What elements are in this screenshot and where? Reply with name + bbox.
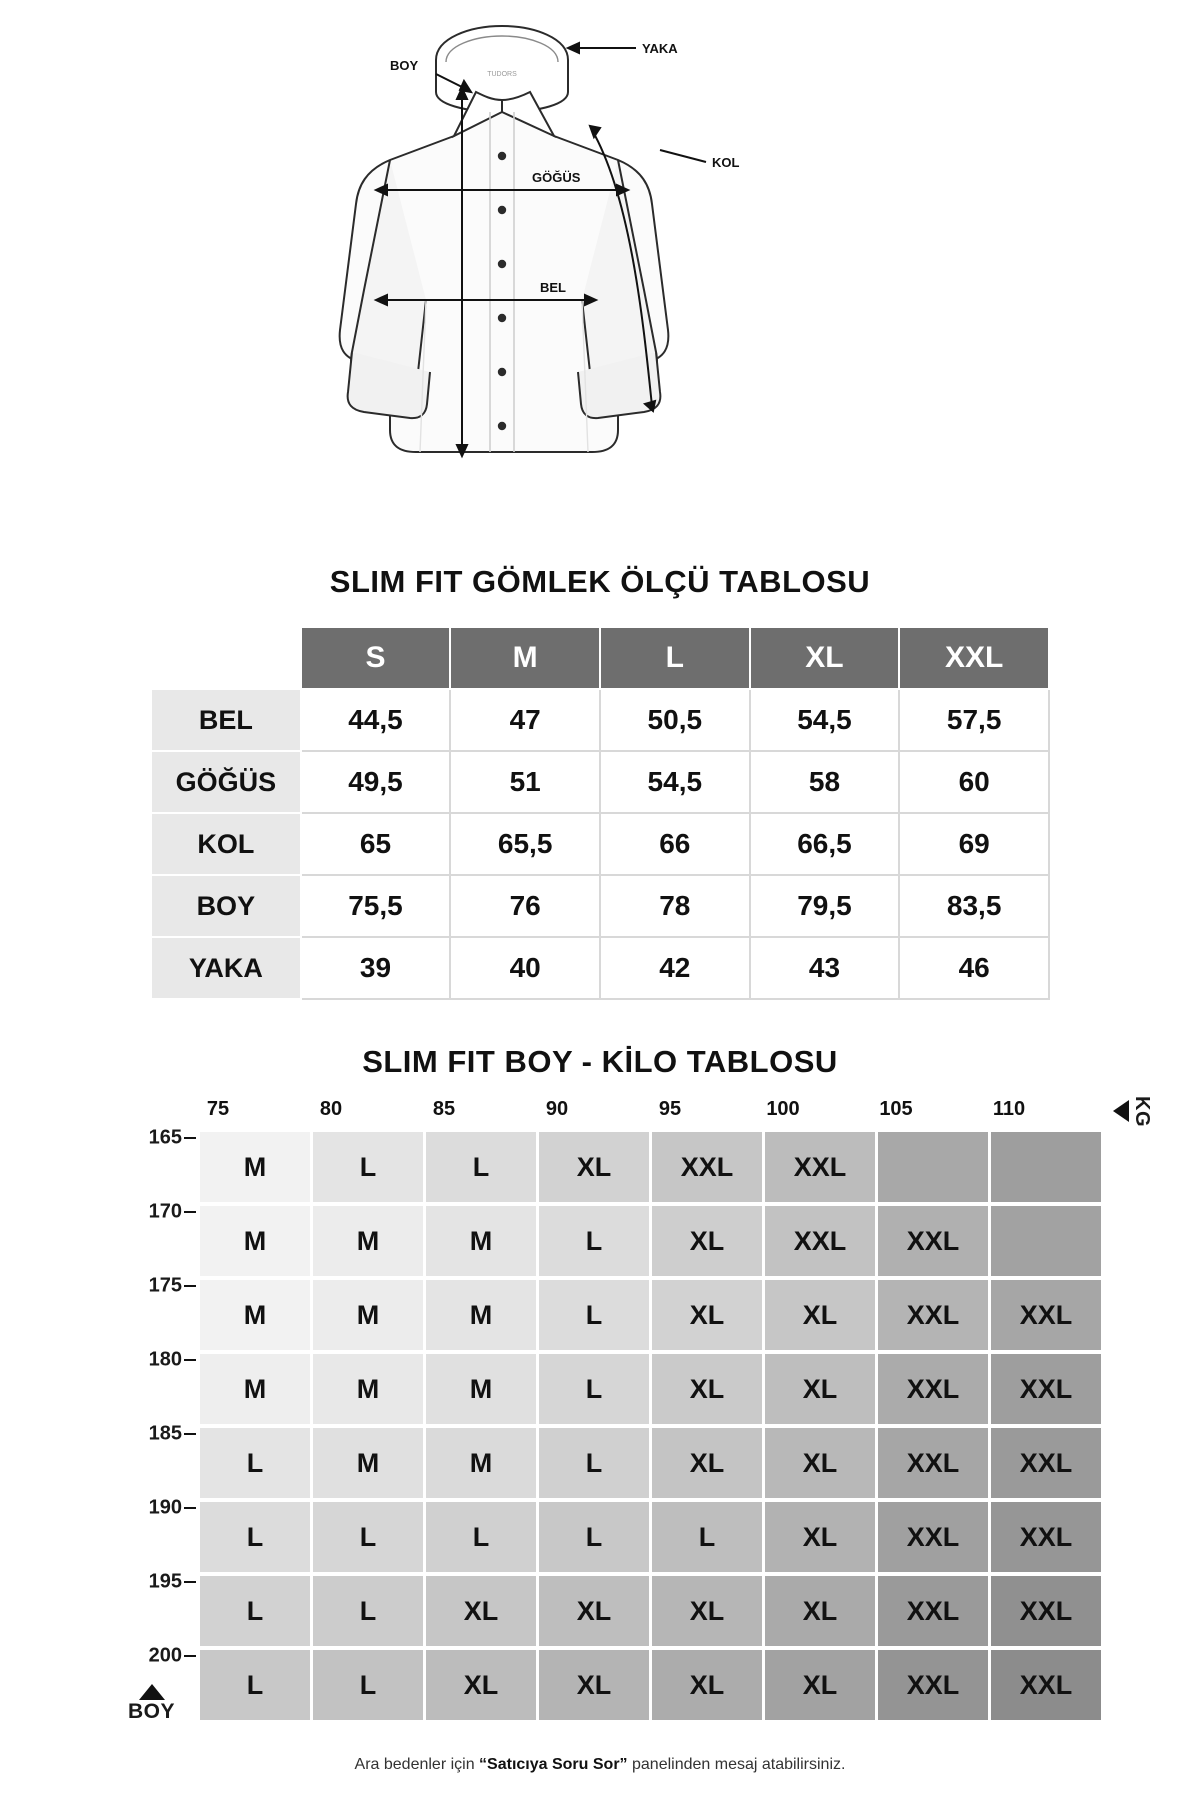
kg-tick: 110 (992, 1098, 1026, 1120)
row-header-yaka: YAKA (151, 937, 301, 999)
matrix-cell: L (426, 1502, 536, 1572)
matrix-row (200, 1132, 1105, 1206)
boy-tick-mark (184, 1137, 196, 1139)
matrix-cell: XL (765, 1280, 875, 1350)
size-column-header: XXL (899, 627, 1049, 689)
matrix-row (200, 1650, 1105, 1724)
matrix-cell: XXL (991, 1576, 1101, 1646)
matrix-row (200, 1280, 1105, 1354)
cell-bel-s: 44,5 (301, 689, 451, 751)
cell-boy-xxl: 83,5 (899, 875, 1049, 937)
matrix-cell: XXL (878, 1354, 988, 1424)
boy-tick: 190 (148, 1496, 182, 1519)
matrix-cell: M (200, 1280, 310, 1350)
boy-tick-mark (184, 1211, 196, 1213)
cell-yaka-l: 42 (600, 937, 750, 999)
cell-bel-l: 50,5 (600, 689, 750, 751)
cell-kol-s: 65 (301, 813, 451, 875)
matrix-cell: XL (539, 1576, 649, 1646)
boy-tick-mark (184, 1581, 196, 1583)
matrix-cell: L (200, 1428, 310, 1498)
cell-bel-xl: 54,5 (750, 689, 900, 751)
footnote-before: Ara bedenler için (354, 1756, 480, 1773)
matrix-cell: XL (652, 1206, 762, 1276)
matrix-cell (991, 1132, 1101, 1202)
matrix-cell: L (200, 1502, 310, 1572)
size-table-wrapper (150, 626, 1050, 1000)
cell-kol-xxl: 69 (899, 813, 1049, 875)
matrix-cell: XL (652, 1576, 762, 1646)
matrix-cell (991, 1206, 1101, 1276)
boy-tick: 170 (148, 1200, 182, 1223)
matrix-cell: L (539, 1502, 649, 1572)
boy-tick-mark (184, 1359, 196, 1361)
cell-bel-xxl: 57,5 (899, 689, 1049, 751)
cell-yaka-s: 39 (301, 937, 451, 999)
kg-tick: 100 (766, 1098, 800, 1120)
kg-tick: 85 (432, 1098, 456, 1120)
matrix-cell: XXL (991, 1650, 1101, 1720)
footnote-after: panelinden mesaj atabilirsiniz. (627, 1756, 846, 1773)
matrix-cell: M (313, 1206, 423, 1276)
matrix-cell (878, 1132, 988, 1202)
footnote-quoted: “Satıcıya Soru Sor” (479, 1756, 628, 1773)
kg-axis (200, 1096, 1153, 1132)
boy-tick-mark (184, 1433, 196, 1435)
cell-boy-l: 78 (600, 875, 750, 937)
matrix-cell: M (200, 1354, 310, 1424)
cell-gogus-xxl: 60 (899, 751, 1049, 813)
cell-bel-m: 47 (450, 689, 600, 751)
matrix-cell: XXL (878, 1280, 988, 1350)
matrix-cell: XXL (991, 1354, 1101, 1424)
kg-tick: 80 (319, 1098, 343, 1120)
matrix-cell: L (313, 1132, 423, 1202)
size-table-corner-cell (151, 627, 301, 689)
matrix-cell: XL (539, 1132, 649, 1202)
matrix-row (200, 1428, 1105, 1502)
kg-tick: 75 (206, 1098, 230, 1120)
matrix-cell: XXL (991, 1280, 1101, 1350)
matrix-cell: M (426, 1428, 536, 1498)
diagram-label-bel: BEL (540, 280, 566, 295)
matrix-row (200, 1502, 1105, 1576)
cell-boy-s: 75,5 (301, 875, 451, 937)
matrix-cell: XL (426, 1650, 536, 1720)
matrix-cell: M (313, 1428, 423, 1498)
boy-tick: 175 (148, 1274, 182, 1297)
boy-tick: 195 (148, 1570, 182, 1593)
matrix-cell: L (313, 1576, 423, 1646)
matrix-table-title: SLIM FIT BOY - KİLO TABLOSU (362, 1044, 838, 1079)
footnote (0, 1756, 1200, 1774)
table-row (151, 751, 1049, 813)
matrix-cell: XL (539, 1650, 649, 1720)
matrix-cell: XL (765, 1354, 875, 1424)
size-table-title: SLIM FIT GÖMLEK ÖLÇÜ TABLOSU (329, 564, 871, 599)
matrix-cell: M (200, 1206, 310, 1276)
boy-tick-mark (184, 1285, 196, 1287)
matrix-cell: XXL (765, 1132, 875, 1202)
row-header-gogus: GÖĞÜS (151, 751, 301, 813)
matrix-row (200, 1206, 1105, 1280)
matrix-cell: XXL (878, 1206, 988, 1276)
matrix-cell: L (313, 1650, 423, 1720)
matrix-cell: XL (765, 1576, 875, 1646)
matrix-cell: XL (652, 1650, 762, 1720)
size-column-header: L (600, 627, 750, 689)
row-header-kol: KOL (151, 813, 301, 875)
cell-kol-m: 65,5 (450, 813, 600, 875)
shirt-diagram (0, 0, 1200, 560)
svg-text:TUDORS: TUDORS (487, 71, 517, 78)
matrix-cell: XXL (878, 1650, 988, 1720)
matrix-cell: XXL (991, 1428, 1101, 1498)
matrix-cell: XL (765, 1650, 875, 1720)
boy-tick: 200 (148, 1644, 182, 1667)
kg-tick: 90 (545, 1098, 569, 1120)
kg-axis-label: KG (1131, 1096, 1153, 1127)
cell-boy-m: 76 (450, 875, 600, 937)
matrix-cell: M (313, 1280, 423, 1350)
matrix-row (200, 1354, 1105, 1428)
size-table-body (151, 689, 1049, 999)
matrix-cell: L (200, 1650, 310, 1720)
cell-yaka-m: 40 (450, 937, 600, 999)
matrix-cell: XL (765, 1428, 875, 1498)
matrix-cell: M (426, 1354, 536, 1424)
kg-tick: 95 (658, 1098, 682, 1120)
matrix-cell: XXL (991, 1502, 1101, 1572)
height-weight-matrix (70, 1096, 1153, 1723)
matrix-cell: M (426, 1206, 536, 1276)
table-row (151, 813, 1049, 875)
matrix-cell: L (539, 1280, 649, 1350)
matrix-cell: M (313, 1354, 423, 1424)
matrix-cell: XL (652, 1428, 762, 1498)
cell-kol-l: 66 (600, 813, 750, 875)
boy-tick: 180 (148, 1348, 182, 1371)
matrix-cell: L (539, 1206, 649, 1276)
size-column-header: XL (750, 627, 900, 689)
diagram-label-yaka: YAKA (642, 41, 678, 56)
matrix-cell: XL (765, 1502, 875, 1572)
row-header-boy: BOY (151, 875, 301, 937)
boy-axis-label: BOY (128, 1700, 176, 1723)
matrix-cell: XXL (652, 1132, 762, 1202)
matrix-cell: M (426, 1280, 536, 1350)
shirt-illustration (240, 0, 960, 545)
cell-boy-xl: 79,5 (750, 875, 900, 937)
size-column-header: M (450, 627, 600, 689)
matrix-cell: M (200, 1132, 310, 1202)
matrix-cell: L (539, 1428, 649, 1498)
matrix-row (200, 1576, 1105, 1650)
boy-tick-mark (184, 1655, 196, 1657)
size-table-header-row (151, 627, 1049, 689)
matrix-cell: XXL (878, 1576, 988, 1646)
cell-kol-xl: 66,5 (750, 813, 900, 875)
matrix-cell: L (426, 1132, 536, 1202)
matrix-grid (70, 1132, 1130, 1724)
kg-tick: 105 (879, 1098, 913, 1120)
boy-tick-mark (184, 1507, 196, 1509)
diagram-label-boy: BOY (390, 58, 419, 73)
size-column-header: S (301, 627, 451, 689)
matrix-cell: XXL (878, 1502, 988, 1572)
table-row (151, 875, 1049, 937)
diagram-label-gogus: GÖĞÜS (532, 170, 581, 185)
size-table (150, 626, 1050, 1000)
row-header-bel: BEL (151, 689, 301, 751)
matrix-cell: XXL (878, 1428, 988, 1498)
cell-gogus-l: 54,5 (600, 751, 750, 813)
boy-tick: 165 (148, 1126, 182, 1149)
matrix-cell: L (200, 1576, 310, 1646)
matrix-cell: XXL (765, 1206, 875, 1276)
table-row (151, 689, 1049, 751)
cell-gogus-s: 49,5 (301, 751, 451, 813)
boy-tick: 185 (148, 1422, 182, 1445)
matrix-cell: L (313, 1502, 423, 1572)
matrix-cell: XL (426, 1576, 536, 1646)
boy-axis-label-wrap (128, 1684, 175, 1724)
kg-arrow-icon (1113, 1100, 1129, 1122)
boy-arrow-icon (139, 1684, 165, 1700)
matrix-cell: XL (652, 1280, 762, 1350)
matrix-cell: L (652, 1502, 762, 1572)
cell-gogus-xl: 58 (750, 751, 900, 813)
cell-yaka-xxl: 46 (899, 937, 1049, 999)
diagram-label-kol: KOL (712, 155, 740, 170)
matrix-cell: L (539, 1354, 649, 1424)
cell-gogus-m: 51 (450, 751, 600, 813)
table-row (151, 937, 1049, 999)
size-table-head (151, 627, 1049, 689)
matrix-cell: XL (652, 1354, 762, 1424)
cell-yaka-xl: 43 (750, 937, 900, 999)
